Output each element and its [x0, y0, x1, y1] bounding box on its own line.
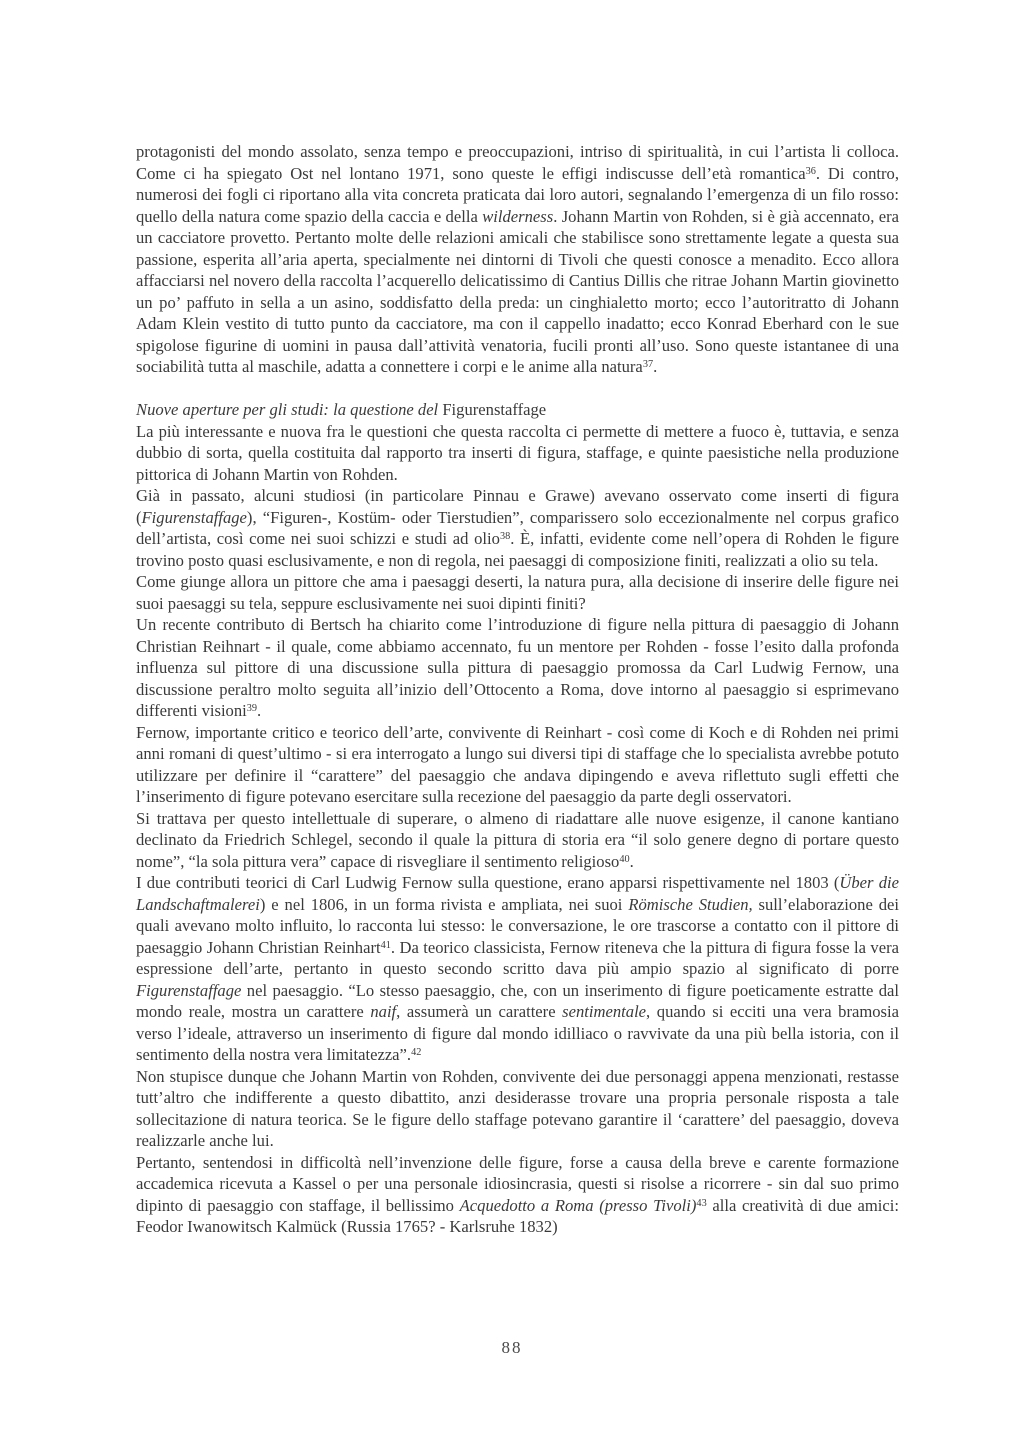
body-text: . — [629, 851, 634, 871]
italic-text: Acquedotto a Roma (presso Tivoli) — [459, 1195, 697, 1215]
footnote-ref: 42 — [411, 1047, 422, 1059]
italic-text: Nuove aperture per gli studi: la questione del — [136, 400, 443, 419]
paragraph — [136, 614, 899, 722]
paragraph — [136, 485, 899, 571]
body-text: . — [653, 357, 658, 376]
body-text: Pertanto, sentendosi in difficoltà nell’invenzione delle figure, forse a causa della breve e carente formazione accademica ricevuta a Kassel o per una personale idiosincrasia, questi si risolse a ricorrere - sin dal suo primo dipinto di paesaggio con staffage, il bellissimo — [136, 1152, 899, 1215]
body-text: La più interessante e nuova fra le questioni che questa raccolta ci permette di mettere a fuoco è, tuttavia, e senza dubbio di sorta, quella costituita dal rapporto tra inserti di figura, staffage, e quinte paesistiche nella produzione pittorica di Johann Martin von Rohden. — [136, 421, 899, 484]
body-text: protagonisti del mondo assolato, senza tempo e preoccupazioni, intriso di spiritualità, in cui l’artista li colloca. Come ci ha spiegato Ost nel lontano 1971, sono queste le effigi indiscusse dell’età romantica — [136, 142, 899, 183]
body-text: Fernow, importante critico e teorico dell’arte, convivente di Reinhart - così come di Koch e di Rohden nei primi anni romani di quest’ultimo - si era interrogato a lungo sui diversi tipi di staffage che lo specialista avrebbe potuto utilizzare per definire il “carattere” del paesaggio che andava dipingendo e aveva riflettuto sugli effetti che l’inserimento di figure potevano esercitare sulla recezione del paesaggio da parte degli osservatori. — [136, 722, 899, 806]
paragraph — [136, 808, 899, 873]
footnote-ref: 43 — [696, 1197, 707, 1209]
footnote-ref: 38 — [499, 531, 511, 543]
page-number: 88 — [501, 1338, 523, 1357]
paragraph — [136, 1152, 899, 1238]
footnote-ref: 36 — [805, 165, 816, 177]
body-text: Si trattava per questo intellettuale di superare, o almeno di riadattare alle nuove esigenze, il canone kantiano declinato da Friedrich Schlegel, secondo il quale la pittura di storia era “il solo genere degno di portare questo nome”, “la sola pittura vera” capace di risvegliare il sentimento religioso — [136, 808, 899, 871]
italic-text: Römische Studien, — [628, 894, 753, 914]
body-text: Un recente contributo di Bertsch ha chiarito come l’introduzione di figure nella pittura di paesaggio di Johann Christian Reihnart - il quale, come abbiamo accennato, fu un mentore per Rohden - fosse l’esito dalla profonda influenza sul pittore di una discussione sulla pittura di paesaggio promossa da Carl Ludwig Fernow, una discussione peraltro molto seguita all’inizio dell’Ottocento a Roma, dove intorno al paesaggio si esprimevano differenti visioni — [136, 615, 899, 720]
body-text: Non stupisce dunque che Johann Martin von Rohden, convivente dei due personaggi appena menzionati, restasse tutt’altro che indifferente a questo dibattito, anzi desiderasse trovare una propria personale risposta a tale sollecitazione di natura teorica. Se le figure dello staffage potevano garantire il ‘carattere’ del paesaggio, doveva realizzarle anche lui. — [136, 1066, 899, 1150]
paragraph — [136, 1066, 899, 1152]
body-text: alla creatività di due amici: Feodor Iwanowitsch Kalmück (Russia 1765? - Karlsruhe 1832) — [136, 1195, 899, 1236]
italic-text: Über die Landschaftmalerei — [136, 873, 899, 914]
paragraph — [136, 571, 899, 614]
body-text: I due contributi teorici di Carl Ludwig Fernow sulla questione, erano apparsi rispettivamente nel 1803 ( — [136, 873, 840, 892]
footnote-ref: 39 — [246, 703, 258, 715]
footnote-ref: 37 — [642, 359, 654, 371]
body-text: ), “Figuren-, Kostüm- oder Tierstudien”, comparissero solo eccezionalmente nel corpus grafico dell’artista, così come nei suoi schizzi e studi ad olio — [136, 507, 899, 548]
body-text: , assumerà un carattere — [396, 1002, 563, 1021]
body-text: Come giunge allora un pittore che ama i paesaggi deserti, la natura pura, alla decisione di inserire delle figure nei suoi paesaggi su tela, seppure esclusivamente nei suoi dipinti finiti? — [136, 572, 899, 613]
body-text: ) e nel 1806, in un forma rivista e ampliata, nei suoi — [259, 894, 629, 914]
italic-text: naif — [370, 1002, 397, 1021]
paragraph — [136, 421, 899, 486]
body-text: Già in passato, alcuni studiosi (in particolare Pinnau e Grawe) avevano osservato come inserti di figura ( — [136, 486, 899, 527]
body-text: . Johann Martin von Rohden, si è già accennato, era un cacciatore provetto. Pertanto molte delle relazioni amicali che stabilisce sono strettamente legate a questa sua passione, esperita all’aria aperta, specialmente nei dintorni di Tivoli che questi conosce a menadito. Ecco allora affacciarsi nel novero della raccolta l’acquerello delicatissimo di Cantius Dillis che ritrae Johann Martin giovinetto un po’ paffuto in sella a un asino, soddisfatto della preda: un cinghialetto morto; ecco l’autoritratto di Johann Adam Klein vestito di tutto punto da cacciatore, ma con il cappello inadatto; ecco Konrad Eberhard con le sue spigolose figurine di uomini in pausa dall’attività venatoria, fucili pronti all’uso. Sono queste istantanee di una sociabilità tutta al maschile, adatta a connettere i corpi e le anime alla natura — [136, 206, 899, 376]
body-text: nel paesaggio. “Lo stesso paesaggio, che, con un inserimento di figure poeticamente estratte dal mondo reale, mostra un carattere — [136, 980, 899, 1021]
body-text: . — [257, 701, 262, 720]
paragraph — [136, 872, 899, 1066]
footnote-ref: 40 — [619, 853, 630, 865]
italic-text: Figurenstaffage — [136, 980, 242, 1000]
body-text: . Di contro, numerosi dei fogli ci riportano alla vita concreta praticata dai loro autori, segnalando l’emergenza di un filo rosso: quello della natura come spazio della caccia e della — [136, 163, 899, 226]
body-text: . È, infatti, evidente come nell’opera di Rohden le figure trovino posto quasi esclusivamente, e non di regola, nei paesaggi di composizione finiti, realizzati a olio su tela. — [136, 529, 899, 570]
body-text: . Da teorico classicista, Fernow riteneva che la pittura di figura fosse la vera espressione dell’arte, pertanto in questo secondo scritto dava più ampio spazio al significato di porre — [136, 937, 899, 978]
section-heading — [136, 399, 899, 421]
body-text: , quando si ecciti una vera bramosia verso l’ideale, attraverso un inserimento di figure dal mondo idilliaco o ravvivate da una più bella istoria, con il sentimento della nostra vera limitatezza”. — [136, 1002, 899, 1064]
footnote-ref: 41 — [380, 939, 391, 951]
paragraph — [136, 141, 899, 378]
text-block — [136, 141, 899, 1238]
body-text: Figurenstaffage — [442, 400, 547, 419]
italic-text: Figurenstaffage — [141, 507, 247, 527]
italic-text: sentimentale — [562, 1002, 647, 1021]
italic-text: wilderness — [482, 206, 554, 226]
paragraph — [136, 722, 899, 808]
body-text: sull’elaborazione dei quali avevano molto influito, lo racconta lui stesso: le conversazione, le ore trascorse a contatto con il pittore di paesaggio Johann Christian Reinhart — [136, 894, 899, 957]
